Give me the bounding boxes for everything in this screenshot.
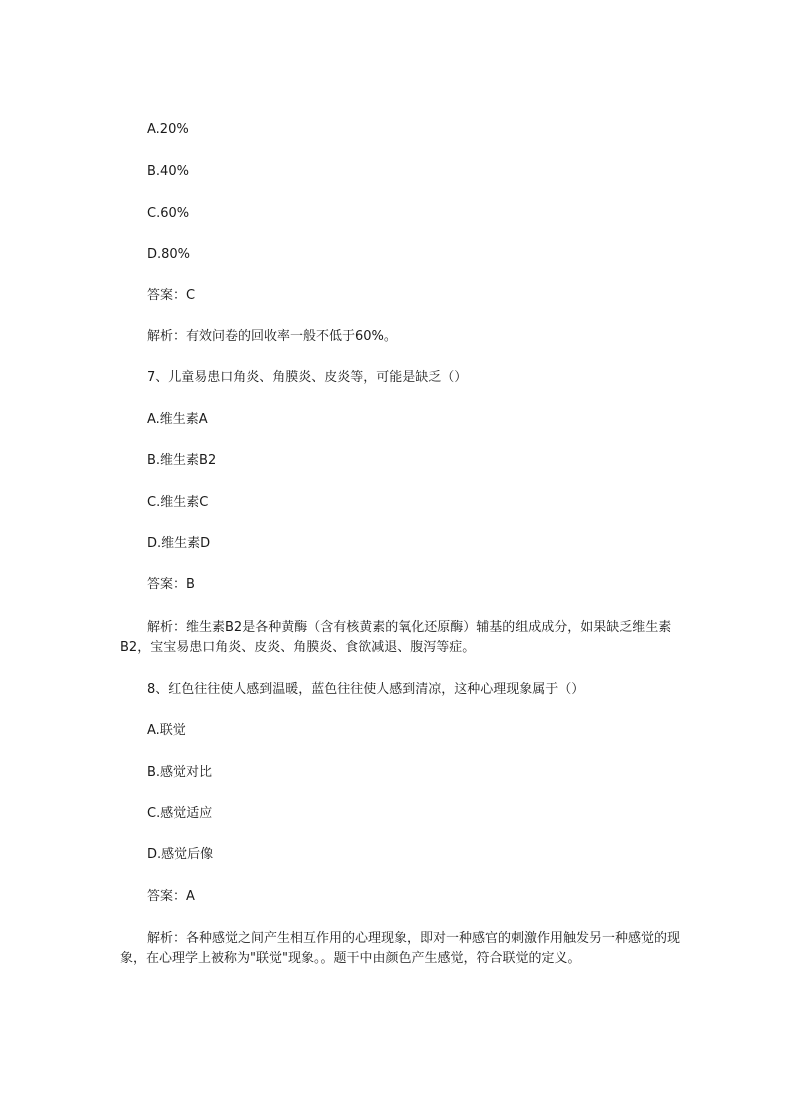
q7-option-a: A.维生素A	[147, 412, 208, 427]
q8-option-a: A.联觉	[147, 723, 186, 738]
q8-option-d: D.感觉后像	[147, 847, 214, 862]
q7-answer: 答案：B	[147, 577, 195, 592]
q6-option-c: C.60%	[147, 206, 190, 221]
q8-answer: 答案：A	[147, 889, 195, 904]
q6-option-d: D.80%	[147, 247, 191, 262]
q6-option-b: B.40%	[147, 164, 189, 179]
q6-explanation: 解析：有效问卷的回收率一般不低于60%。	[147, 329, 397, 344]
q6-answer: 答案：C	[147, 288, 196, 303]
q8-explanation: 解析：各种感觉之间产生相互作用的心理现象，即对一种感官的刺激作用触发另一种感觉的现象，在心理学上被称为"联觉"现象。。题干中由颜色产生感觉，符合联觉的定义。	[120, 931, 681, 966]
q7-question: 7、儿童易患口角炎、角膜炎、皮炎等，可能是缺乏（）	[147, 370, 468, 385]
q8-question: 8、红色往往使人感到温暖，蓝色往往使人感到清凉，这种心理现象属于（）	[147, 682, 585, 697]
q7-option-b: B.维生素B2	[147, 453, 217, 468]
q6-option-a: A.20%	[147, 122, 189, 137]
q8-option-b: B.感觉对比	[147, 765, 213, 780]
q8-option-c: C.感觉适应	[147, 806, 213, 821]
q7-option-c: C.维生素C	[147, 495, 209, 510]
q7-option-d: D.维生素D	[147, 536, 211, 551]
q7-explanation: 解析：维生素B2是各种黄酶（含有核黄素的氧化还原酶）辅基的组成成分，如果缺乏维生素B2，宝宝易患口角炎、皮炎、角膜炎、食欲减退、腹泻等症。	[120, 620, 672, 655]
